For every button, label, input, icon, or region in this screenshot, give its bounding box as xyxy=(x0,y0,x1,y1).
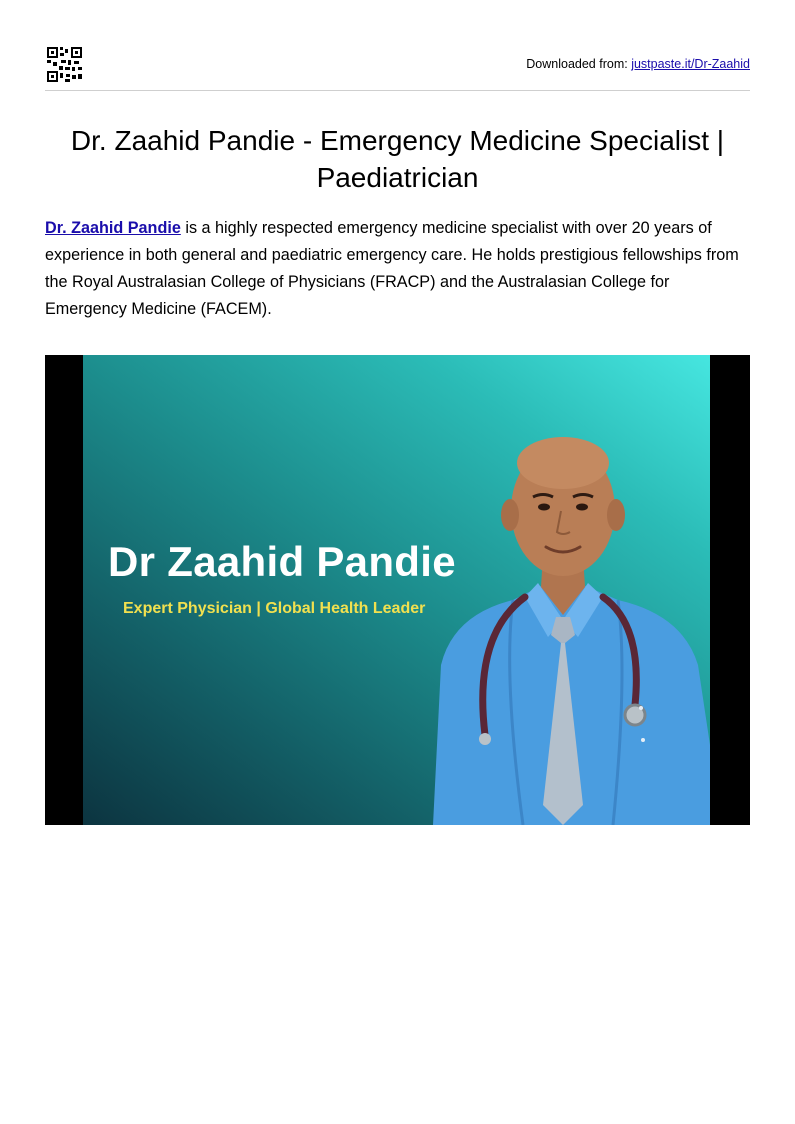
banner-image xyxy=(45,355,750,825)
intro-text: is a highly respected emergency medicine specialist with over 20 years of experience in both general and paediatric emergency care. He holds prestigious fellowships from the Royal Australasian College of Physicians (FRACP) and the Australasian College for Emergency Medicine (FACEM). xyxy=(45,219,739,318)
doctor-portrait xyxy=(413,415,710,825)
header-divider xyxy=(45,90,750,91)
banner-subtitle: Expert Physician | Global Health Leader xyxy=(123,600,426,617)
doctor-name-link[interactable]: Dr. Zaahid Pandie xyxy=(45,219,181,237)
banner-graphic xyxy=(83,355,710,825)
download-source xyxy=(526,57,750,71)
qr-code-icon xyxy=(47,47,82,82)
intro-paragraph xyxy=(45,215,753,323)
download-link[interactable]: justpaste.it/Dr-Zaahid xyxy=(631,57,750,71)
page-title: Dr. Zaahid Pandie - Emergency Medicine Specialist | Paediatrician xyxy=(70,125,725,193)
banner-title: Dr Zaahid Pandie xyxy=(108,538,456,585)
download-prefix: Downloaded from: xyxy=(526,57,632,71)
